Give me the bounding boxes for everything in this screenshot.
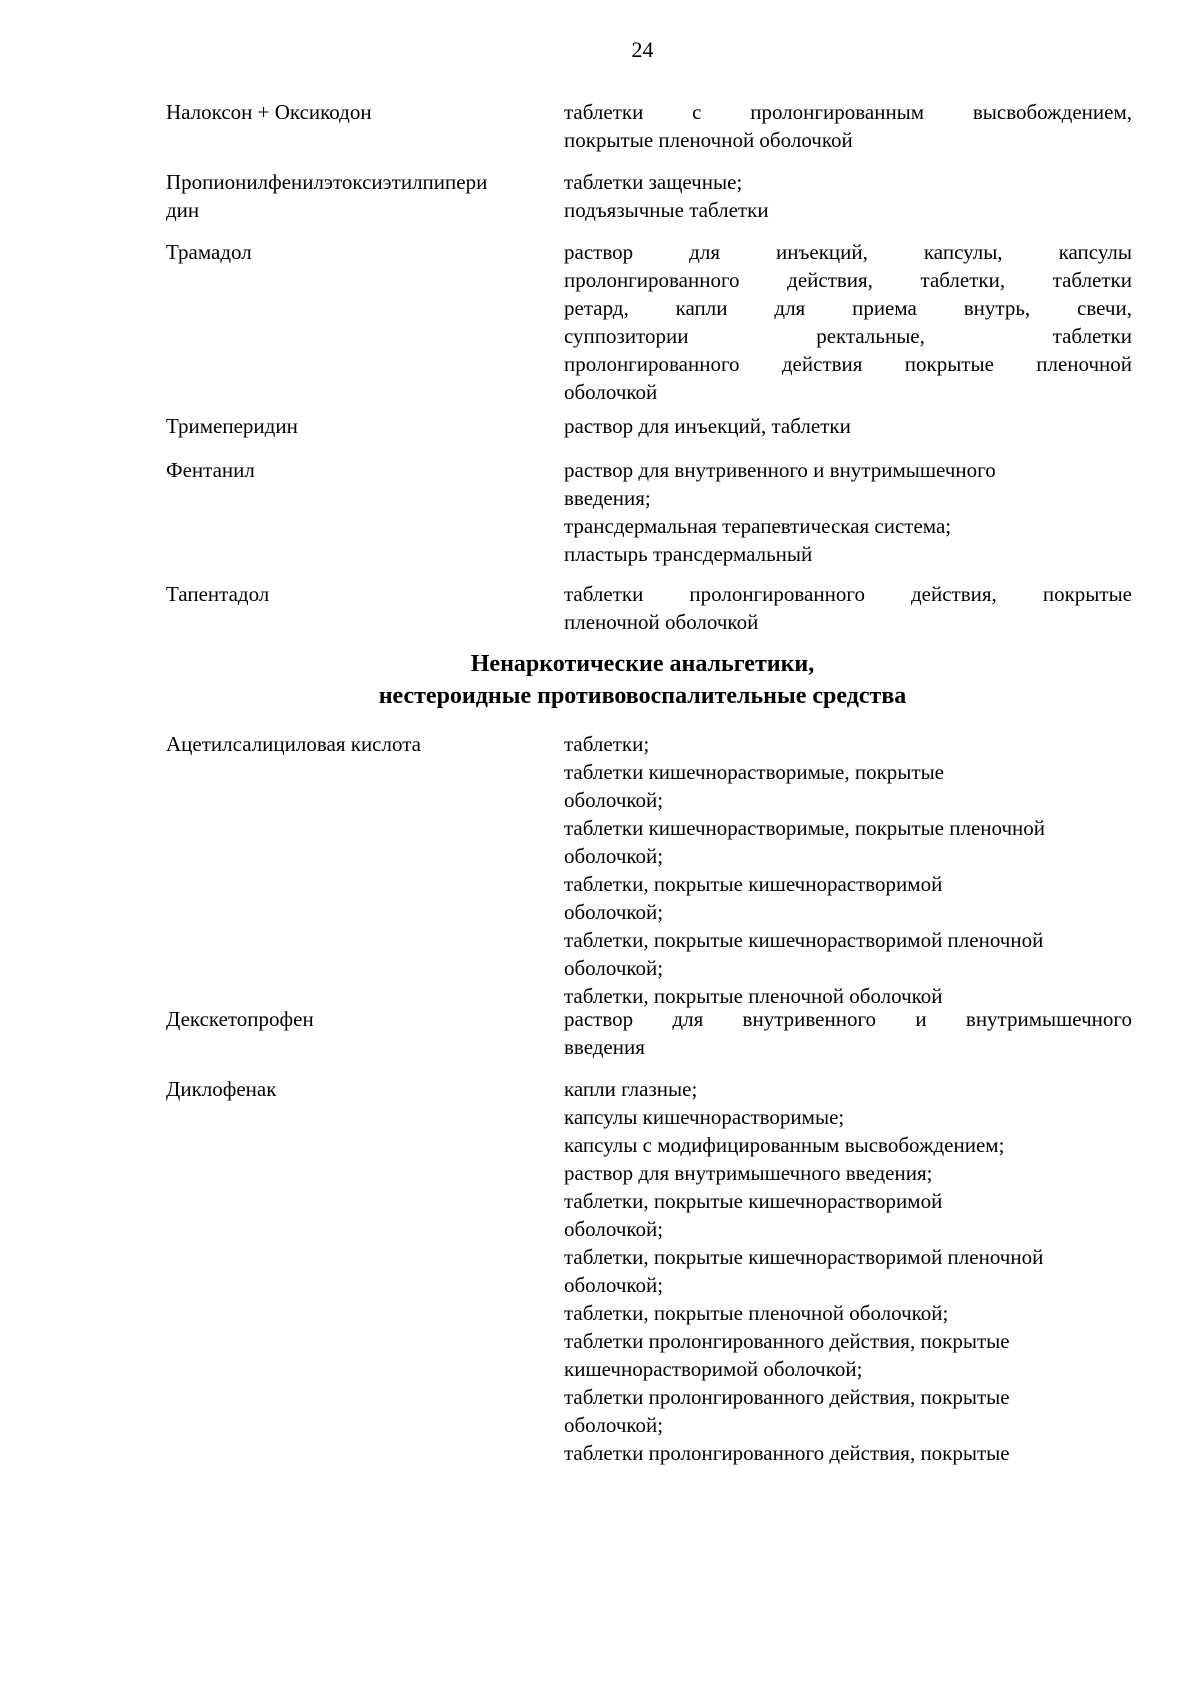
dosage-form-line: раствор для внутривенного и внутримышечного — [564, 458, 996, 482]
drug-name-line: Ацетилсалициловая кислота — [166, 732, 421, 756]
dosage-form-line: оболочкой; — [564, 900, 664, 924]
dosage-form-line: таблетки кишечнорастворимые, покрытые — [564, 760, 944, 784]
drug-name-line: Фентанил — [166, 458, 255, 482]
drug-name — [166, 168, 542, 224]
drug-name — [166, 456, 542, 484]
dosage-form-line: подъязычные таблетки — [564, 198, 769, 222]
dosage-form-line: таблетки пролонгированного действия, покрытые — [564, 1385, 1010, 1409]
dosage-forms — [564, 412, 1132, 440]
dosage-form-line: покрытые пленочной оболочкой — [564, 128, 853, 152]
dosage-form-line: таблетки, покрытые кишечнорастворимой — [564, 872, 943, 896]
dosage-forms — [564, 580, 1132, 636]
drug-name — [166, 730, 542, 758]
section-heading — [0, 648, 1200, 712]
dosage-form-line: пленочной оболочкой — [564, 610, 759, 634]
dosage-form-line: введения — [564, 1035, 645, 1059]
dosage-form-line: пролонгированного действия покрытые пленочной — [564, 352, 1132, 376]
page-number: 24 — [631, 37, 654, 62]
drug-name-line: Тримеперидин — [166, 414, 298, 438]
dosage-form-line: капли глазные; — [564, 1077, 698, 1101]
drug-name — [166, 412, 542, 440]
dosage-form-line: таблетки пролонгированного действия, покрытые — [564, 582, 1132, 606]
drug-name-line: Налоксон + Оксикодон — [166, 100, 372, 124]
dosage-form-line: раствор для инъекций, капсулы, капсулы — [564, 240, 1132, 264]
dosage-form-line: оболочкой; — [564, 844, 664, 868]
dosage-forms — [564, 730, 1132, 1010]
dosage-form-line: таблетки, покрытые кишечнорастворимой пленочной — [564, 1245, 1044, 1269]
dosage-form-line: таблетки, покрытые кишечнорастворимой пленочной — [564, 928, 1044, 952]
dosage-form-line: оболочкой; — [564, 1413, 664, 1437]
drug-name — [166, 238, 542, 266]
dosage-form-line: оболочкой; — [564, 788, 664, 812]
dosage-form-line: таблетки с пролонгированным высвобождением, — [564, 100, 1132, 124]
dosage-forms — [564, 1005, 1132, 1061]
section-heading-line-1: Ненаркотические анальгетики, — [470, 651, 815, 677]
dosage-form-line: таблетки кишечнорастворимые, покрытые пленочной — [564, 816, 1046, 840]
dosage-forms — [564, 1075, 1132, 1467]
drug-name — [166, 98, 542, 126]
dosage-form-line: оболочкой; — [564, 956, 664, 980]
dosage-form-line: пролонгированного действия, таблетки, таблетки — [564, 268, 1132, 292]
dosage-form-line: ретард, капли для приема внутрь, свечи, — [564, 296, 1132, 320]
dosage-form-line: таблетки пролонгированного действия, покрытые — [564, 1441, 1010, 1465]
dosage-form-line: таблетки, покрытые пленочной оболочкой — [564, 984, 943, 1008]
dosage-form-line: капсулы с модифицированным высвобождением; — [564, 1133, 1005, 1157]
dosage-form-line: суппозитории ректальные, таблетки — [564, 324, 1132, 348]
drug-name-line: Декскетопрофен — [166, 1007, 314, 1031]
section-heading-line-2: нестероидные противовоспалительные средства — [378, 683, 907, 709]
dosage-forms — [564, 456, 1132, 568]
dosage-form-line: оболочкой; — [564, 1217, 664, 1241]
drug-name — [166, 1075, 542, 1103]
drug-name — [166, 580, 542, 608]
dosage-form-line: раствор для внутривенного и внутримышечного — [564, 1007, 1132, 1031]
dosage-form-line: капсулы кишечнорастворимые; — [564, 1105, 845, 1129]
drug-name-line: Тапентадол — [166, 582, 270, 606]
dosage-form-line: таблетки, покрытые пленочной оболочкой; — [564, 1301, 949, 1325]
dosage-forms — [564, 98, 1132, 154]
drug-name-line: Пропионилфенилэтоксиэтилпипери — [166, 170, 488, 194]
dosage-form-line: таблетки пролонгированного действия, покрытые — [564, 1329, 1010, 1353]
drug-name-line: Диклофенак — [166, 1077, 277, 1101]
dosage-forms — [564, 168, 1132, 224]
dosage-form-line: кишечнорастворимой оболочкой; — [564, 1357, 863, 1381]
dosage-form-line: таблетки; — [564, 732, 650, 756]
dosage-form-line: оболочкой — [564, 380, 658, 404]
dosage-form-line: таблетки защечные; — [564, 170, 743, 194]
dosage-form-line: пластырь трансдермальный — [564, 542, 813, 566]
dosage-form-line: оболочкой; — [564, 1273, 664, 1297]
dosage-form-line: введения; — [564, 486, 651, 510]
drug-name — [166, 1005, 542, 1033]
dosage-form-line: раствор для инъекций, таблетки — [564, 414, 851, 438]
dosage-form-line: раствор для внутримышечного введения; — [564, 1161, 933, 1185]
dosage-forms — [564, 238, 1132, 406]
dosage-form-line: трансдермальная терапевтическая система; — [564, 514, 952, 538]
drug-name-line: Трамадол — [166, 240, 252, 264]
drug-name-line: дин — [166, 198, 200, 222]
dosage-form-line: таблетки, покрытые кишечнорастворимой — [564, 1189, 943, 1213]
